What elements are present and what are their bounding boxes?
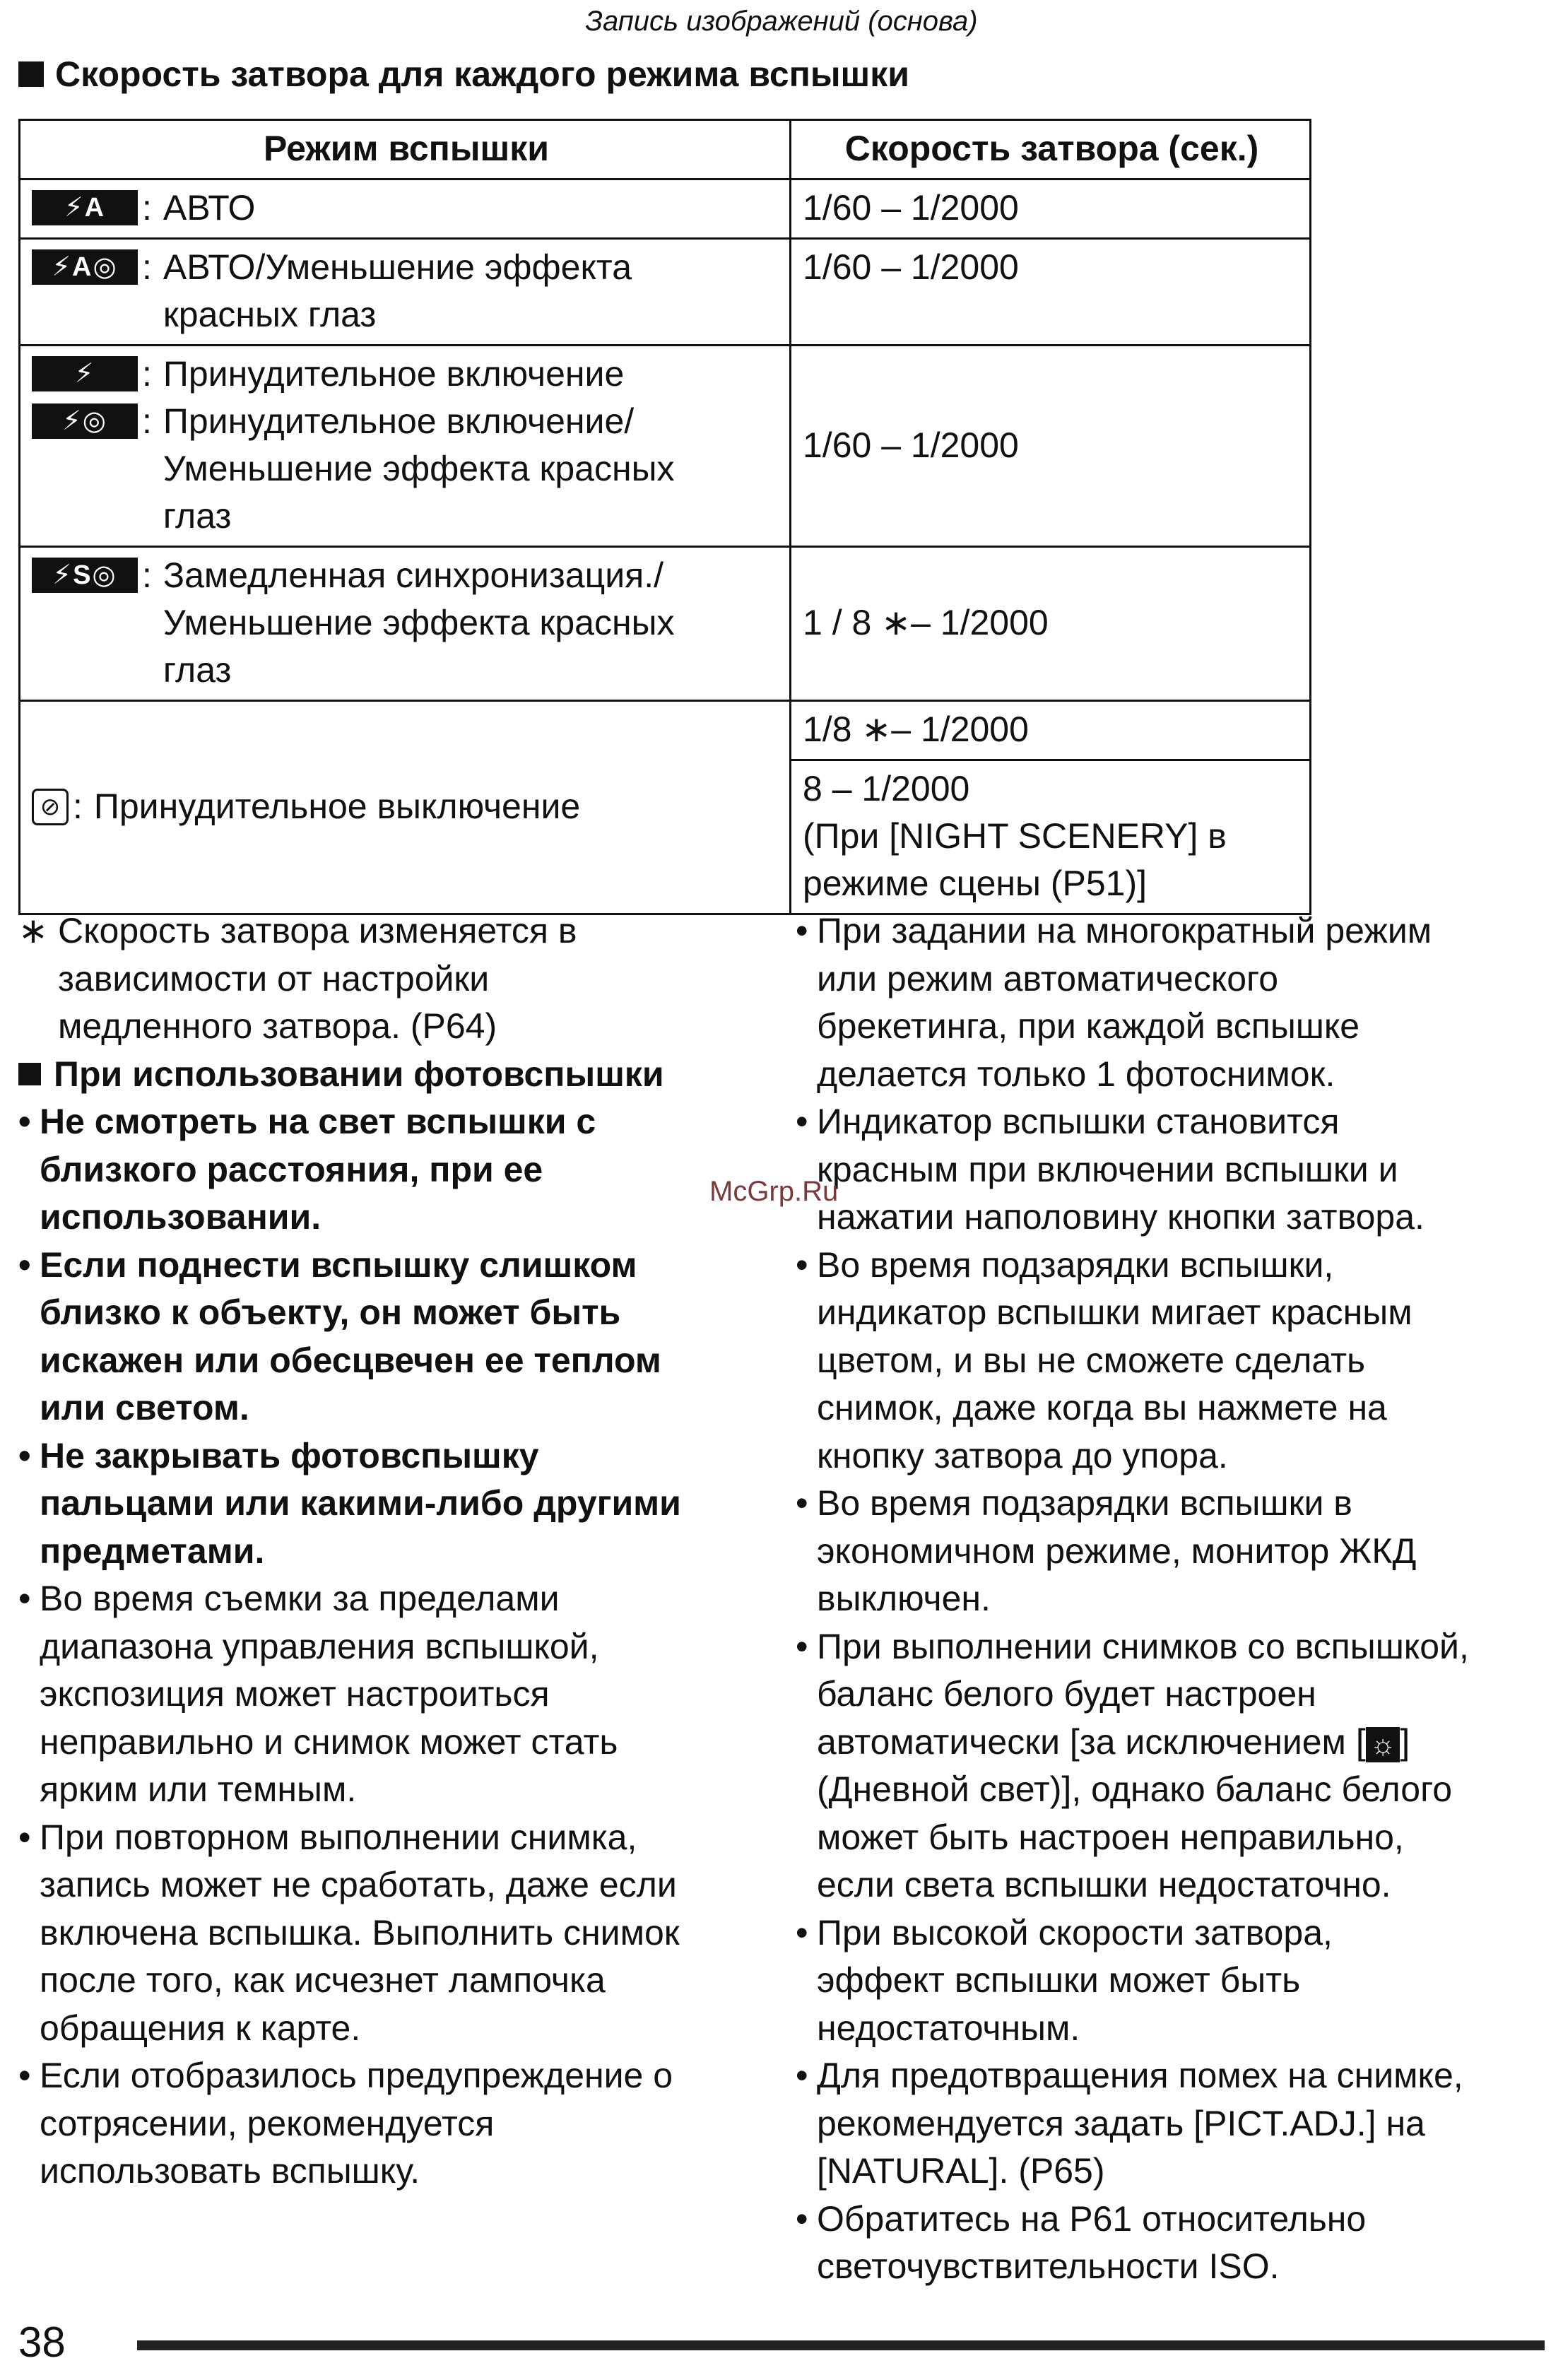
bullet-icon: • [18, 1435, 31, 1475]
text-line: красным при включении вспышки и [817, 1149, 1398, 1189]
mode-label: глаз [163, 650, 232, 690]
speed-cell: 1/60 – 1/2000 [791, 179, 1311, 239]
text-line: индикатор вспышки мигает красным [817, 1292, 1412, 1332]
text-line: обращения к карте. [40, 2008, 361, 2048]
list-item [18, 2052, 796, 2196]
header-flash-mode: Режим вспышки [20, 120, 791, 179]
right-column [796, 907, 1552, 2291]
text-line: Во время съемки за пределами [40, 1579, 560, 1618]
text-line: Если поднести вспышку слишком [40, 1244, 637, 1285]
mode-cell: ⚡ : Принудительное включение ⚡◎ : Принудительное включение/ Уменьшение эффекта красных глаз [20, 346, 791, 547]
square-bullet-icon [18, 61, 44, 87]
text-line: медленного затвора. (P64) [58, 1006, 497, 1046]
text-line: включена вспышка. Выполнить снимок [40, 1912, 680, 1952]
table-row [20, 239, 1311, 346]
mode-label: Замедленная синхронизация./ [163, 555, 664, 595]
text-line: Скорость затвора изменяется в [58, 911, 577, 950]
text-line: При выполнении снимков со вспышкой, [817, 1626, 1469, 1666]
mode-label: красных глаз [163, 295, 377, 334]
bullet-icon: • [796, 1244, 808, 1285]
text-line: нажатии наполовину кнопки затвора. [817, 1197, 1425, 1237]
speed-cell [791, 760, 1311, 914]
text-line: делается только 1 фотоснимок. [817, 1054, 1335, 1094]
mode-cell: ⚡A◎ : АВТО/Уменьшение эффекта красных глаз [20, 239, 791, 346]
mode-label: АВТО/Уменьшение эффекта [163, 247, 632, 287]
notes-columns [18, 907, 1552, 2291]
speed-line: (При [NIGHT SCENERY] в [803, 816, 1227, 856]
page-header: Запись изображений (основа) [585, 6, 978, 37]
bullet-icon: • [796, 1626, 808, 1666]
text-line: экономичном режиме, монитор ЖКД [817, 1531, 1417, 1571]
bullet-icon: • [18, 1579, 31, 1618]
list-item [18, 1432, 796, 1576]
list-item [796, 907, 1552, 1098]
text-line: сотрясении, рекомендуется [40, 2103, 495, 2143]
text-line: Для предотвращения помех на снимке, [817, 2056, 1463, 2095]
list-item [796, 2196, 1552, 2291]
text-fragment: автоматически [за исключением [ [817, 1721, 1366, 1762]
bullet-icon: • [796, 911, 808, 950]
text-line: Если отобразилось предупреждение о [40, 2056, 673, 2095]
text-line: Не закрывать фотовспышку [40, 1435, 539, 1475]
text-line: искажен или обесцвечен ее теплом [40, 1340, 661, 1380]
text-line: использовать вспышку. [40, 2151, 420, 2191]
list-item [18, 1242, 796, 1432]
list-item [796, 1623, 1552, 1909]
footnote [18, 907, 796, 1051]
bullet-icon: • [796, 2198, 808, 2239]
bullet-icon: • [18, 1102, 31, 1141]
mode-label: Принудительное включение/ [163, 401, 635, 441]
section-title-text: Скорость затвора для каждого режима вспышки [55, 54, 909, 94]
text-line: если света вспышки недостаточно. [817, 1865, 1391, 1904]
text-line: Обратитесь на P61 относительно [817, 2198, 1367, 2239]
text-line: Не смотреть на свет вспышки с [40, 1102, 596, 1141]
text-line: пальцами или какими-либо другими [40, 1483, 681, 1523]
asterisk-icon: ∗ [18, 911, 48, 950]
list-item [18, 1575, 796, 1814]
bullet-icon: • [796, 1483, 808, 1523]
text-line: близкого расстояния, при ее [40, 1149, 543, 1189]
speed-line: режиме сцены (P51)] [803, 864, 1147, 903]
text-line: рекомендуется задать [PICT.ADJ.] на [817, 2103, 1425, 2143]
text-line: может быть настроен неправильно, [817, 1817, 1404, 1857]
text-line: баланс белого будет настроен [817, 1674, 1316, 1714]
list-item [796, 1098, 1552, 1242]
text-line: близко к объекту, он может быть [40, 1292, 621, 1332]
flash-auto-redeye-icon: ⚡A◎ [32, 249, 138, 285]
text-line: Во время подзарядки вспышки, [817, 1244, 1334, 1285]
text-line: светочувствительности ISO. [817, 2246, 1280, 2286]
bullet-icon: • [18, 1817, 31, 1857]
mode-label: глаз [163, 496, 232, 536]
text-line: диапазона управления вспышкой, [40, 1626, 599, 1666]
text-line: экспозиция может настроиться [40, 1674, 550, 1714]
bullet-icon: • [18, 1244, 31, 1285]
flash-slow-sync-redeye-icon: ⚡S◎ [32, 558, 138, 593]
bullet-icon: • [796, 1102, 808, 1141]
flash-auto-icon: ⚡A [32, 190, 138, 225]
text-line: неправильно и снимок может стать [40, 1721, 618, 1762]
mode-label: Принудительное включение [163, 354, 625, 394]
text-line: При задании на многократный режим [817, 911, 1432, 950]
text-line: недостаточным. [817, 2008, 1080, 2048]
shutter-speed-table [18, 119, 1311, 915]
subheading [18, 1051, 796, 1099]
text-line: брекетинга, при каждой вспышке [817, 1006, 1360, 1046]
text-line [817, 1719, 1469, 1767]
watermark: McGrp.Ru [709, 1176, 839, 1207]
mode-cell: ⊘ : Принудительное выключение [20, 701, 791, 914]
list-item [796, 1909, 1552, 2053]
text-line: При высокой скорости затвора, [817, 1912, 1333, 1952]
table-header-row [20, 120, 1311, 179]
text-line: запись может не сработать, даже если [40, 1865, 677, 1904]
text-fragment: ] [1400, 1721, 1410, 1762]
text-line: или светом. [40, 1388, 249, 1427]
mode-label: АВТО [163, 188, 256, 228]
square-bullet-icon [18, 1063, 41, 1085]
text-line: Индикатор вспышки становится [817, 1102, 1340, 1141]
text-line: выключен. [817, 1579, 991, 1618]
section-title [18, 54, 909, 95]
daylight-icon: ☼ [1366, 1727, 1400, 1762]
mode-cell: ⚡A : АВТО [20, 179, 791, 239]
text-line: предметами. [40, 1531, 265, 1571]
table-row [20, 701, 1311, 760]
text-line: [NATURAL]. (P65) [817, 2151, 1105, 2191]
speed-line: 8 – 1/2000 [803, 769, 970, 808]
text-line: использовании. [40, 1197, 322, 1237]
left-column [18, 907, 796, 2291]
text-line: после того, как исчезнет лампочка [40, 1960, 606, 2000]
list-item [796, 1242, 1552, 1480]
list-item [18, 1814, 796, 2053]
speed-cell: 1/8 ∗– 1/2000 [791, 701, 1311, 760]
bullet-icon: • [796, 2056, 808, 2095]
subheading-text: При использовании фотовспышки [54, 1054, 664, 1094]
footer-rule [137, 2340, 1545, 2350]
mode-label: Уменьшение эффекта красных [163, 449, 675, 488]
header-shutter-speed: Скорость затвора (сек.) [791, 120, 1311, 179]
table-row [20, 547, 1311, 701]
flash-forced-on-icon: ⚡ [32, 356, 138, 391]
text-line: снимок, даже когда вы нажмете на [817, 1388, 1387, 1427]
text-line: или режим автоматического [817, 958, 1279, 998]
text-line: При повторном выполнении снимка, [40, 1817, 637, 1857]
text-line: эффект вспышки может быть [817, 1960, 1301, 2000]
text-line: (Дневной свет)], однако баланс белого [817, 1769, 1453, 1809]
list-item [796, 1480, 1552, 1623]
list-item [18, 1098, 796, 1242]
text-line: кнопку затвора до упора. [817, 1435, 1228, 1475]
text-line: цветом, и вы не сможете сделать [817, 1340, 1366, 1380]
text-line: Во время подзарядки вспышки в [817, 1483, 1352, 1523]
table-row [20, 346, 1311, 547]
text-line: зависимости от настройки [58, 958, 490, 998]
bullet-icon: • [18, 2056, 31, 2095]
flash-off-icon: ⊘ [32, 789, 69, 825]
bullet-icon: • [796, 1912, 808, 1952]
speed-cell: 1/60 – 1/2000 [791, 346, 1311, 547]
text-line: ярким или темным. [40, 1769, 357, 1809]
page-number: 38 [18, 2319, 66, 2366]
mode-label: Принудительное выключение [93, 787, 581, 826]
speed-cell: 1 / 8 ∗– 1/2000 [791, 547, 1311, 701]
list-item [796, 2052, 1552, 2196]
flash-forced-on-redeye-icon: ⚡◎ [32, 403, 138, 439]
speed-cell: 1/60 – 1/2000 [791, 239, 1311, 346]
mode-label: Уменьшение эффекта красных [163, 603, 675, 642]
table-row [20, 179, 1311, 239]
mode-cell: ⚡S◎ : Замедленная синхронизация./ Уменьшение эффекта красных глаз [20, 547, 791, 701]
